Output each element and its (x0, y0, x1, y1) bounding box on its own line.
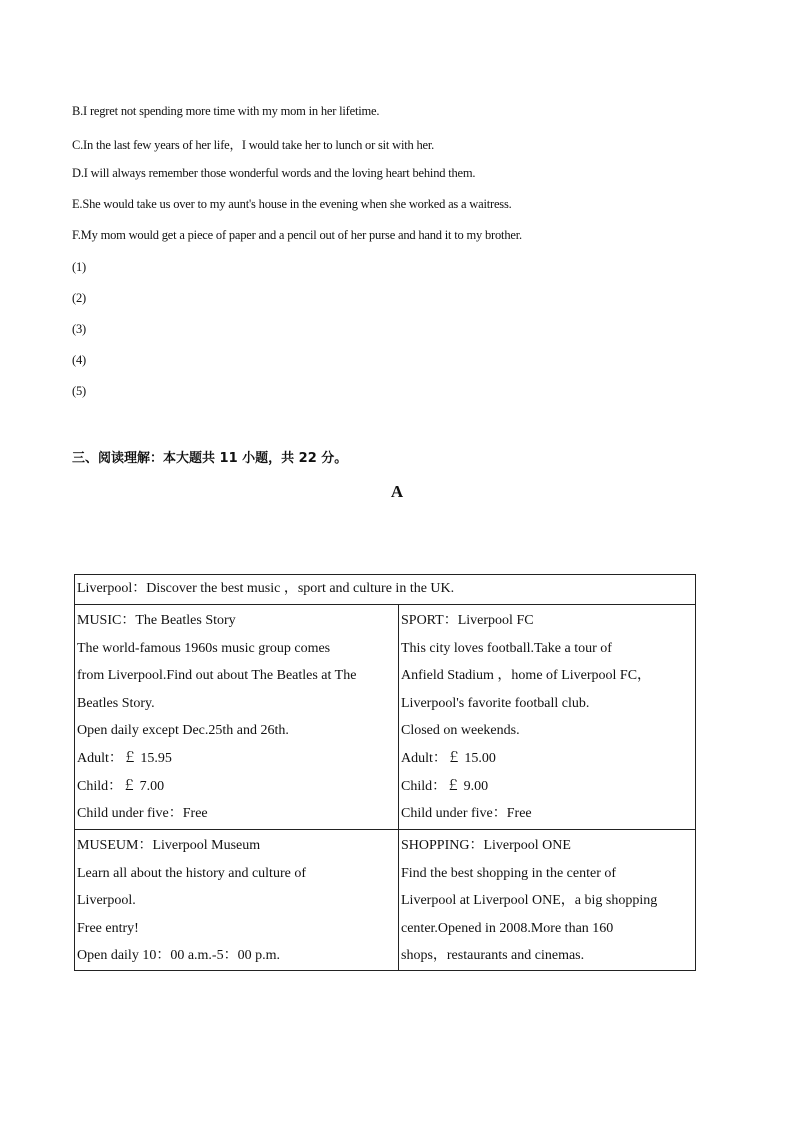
option-e: E.She would take us over to my aunt's house in the evening when she worked as a waitress. (72, 197, 512, 211)
sport-under-five-price: Child under five：Free (401, 806, 532, 822)
music-line: Beatles Story. (77, 695, 155, 711)
museum-line: Free entry! (77, 920, 139, 936)
museum-line: Liverpool. (77, 893, 136, 909)
music-cell (75, 605, 399, 830)
music-line: from Liverpool.Find out about The Beatles at The (77, 668, 357, 684)
option-d: D.I will always remember those wonderful words and the loving heart behind them. (72, 166, 476, 180)
music-adult-price: Adult：￡ 15.95 (77, 750, 172, 766)
music-title: MUSIC：The Beatles Story (77, 613, 236, 628)
shopping-line: center.Opened in 2008.More than 160 (401, 920, 614, 936)
table-header: Liverpool：Discover the best music ，sport and culture in the UK. (75, 575, 696, 605)
section-heading: 三、阅读理解：本大题共 11 小题，共 22 分。 (72, 451, 348, 466)
option-f: F.My mom would get a piece of paper and a pencil out of her purse and hand it to my brother. (72, 228, 522, 242)
music-line: The world-famous 1960s music group comes (77, 640, 331, 656)
museum-line: Learn all about the history and culture of (77, 865, 306, 881)
sport-line: Anfield Stadium ，home of Liverpool FC， (401, 668, 652, 684)
shopping-line: shops，restaurants and cinemas. (401, 948, 585, 964)
sport-title: SPORT：Liverpool FC (401, 613, 534, 628)
answer-blank-4: (4) (72, 353, 86, 367)
sport-line: Closed on weekends. (401, 723, 520, 739)
sport-line: Liverpool's favorite football club. (401, 695, 590, 711)
shopping-line: Find the best shopping in the center of (401, 865, 617, 881)
music-child-price: Child：￡ 7.00 (77, 778, 165, 794)
option-c: C.In the last few years of her life，I would take her to lunch or sit with her. (72, 138, 435, 152)
museum-cell (75, 830, 399, 971)
sport-line: This city loves football.Take a tour of (401, 640, 612, 656)
shopping-cell (399, 830, 696, 971)
sport-adult-price: Adult：￡ 15.00 (401, 750, 496, 766)
museum-title: MUSEUM：Liverpool Museum (77, 838, 261, 853)
music-under-five-price: Child under five：Free (77, 806, 208, 822)
answer-blank-2: (2) (72, 291, 86, 305)
music-line: Open daily except Dec.25th and 26th. (77, 723, 289, 739)
answer-blank-1: (1) (72, 260, 86, 274)
shopping-title: SHOPPING：Liverpool ONE (401, 838, 571, 853)
answer-blank-5: (5) (72, 384, 86, 398)
answer-blank-3: (3) (72, 322, 86, 336)
liverpool-info-table (74, 574, 696, 971)
museum-hours: Open daily 10：00 a.m.-5：00 p.m. (77, 948, 280, 964)
sport-child-price: Child：￡ 9.00 (401, 778, 489, 794)
passage-title: A (390, 482, 404, 501)
option-b: B.I regret not spending more time with my mom in her lifetime. (72, 104, 380, 118)
sport-cell (399, 605, 696, 830)
shopping-line: Liverpool at Liverpool ONE，a big shopping (401, 893, 658, 909)
